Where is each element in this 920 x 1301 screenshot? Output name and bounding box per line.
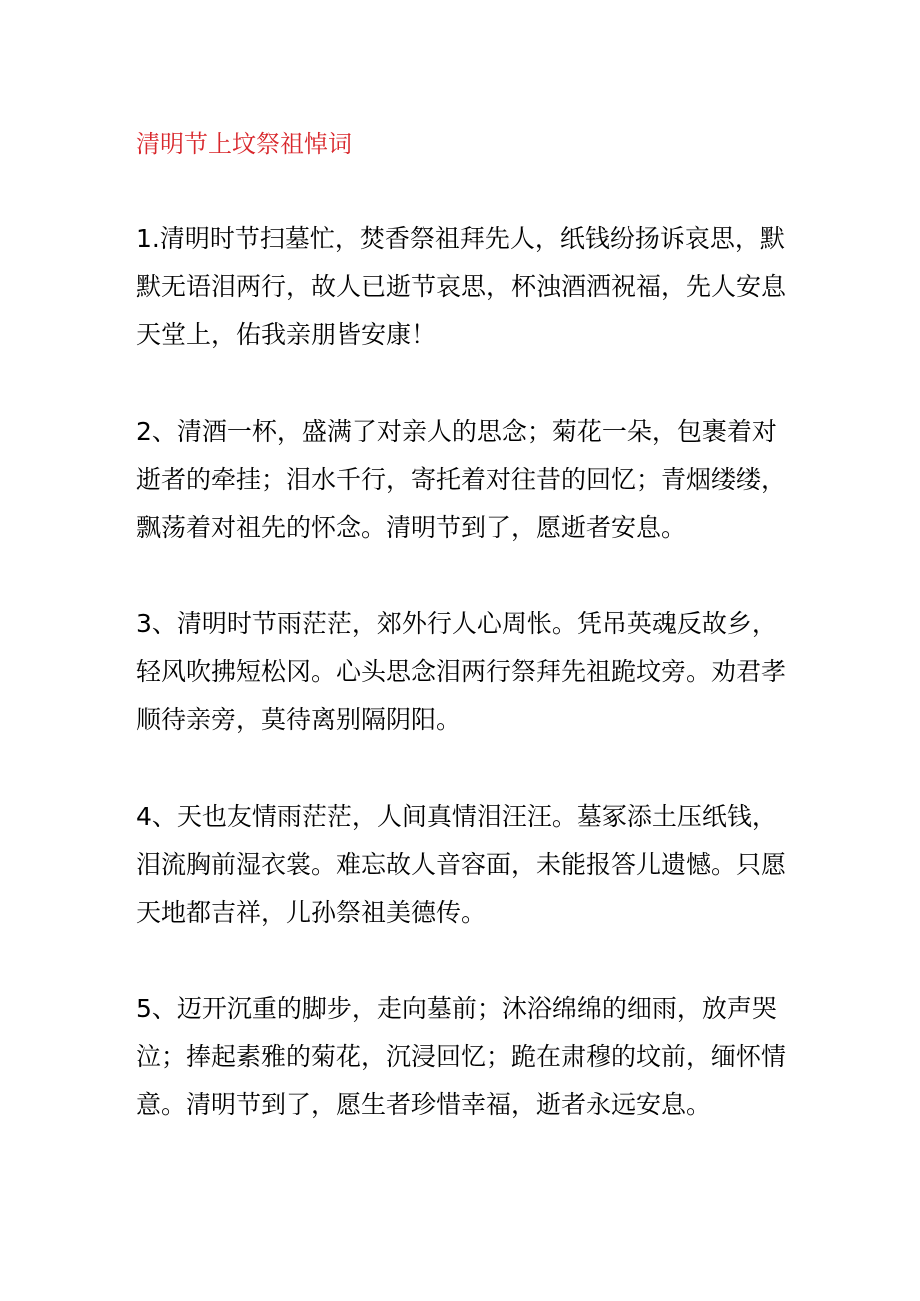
paragraph-line: 泣；捧起素雅的菊花，沉浸回忆；跪在肃穆的坟前，缅怀情 [136,1042,787,1071]
paragraph-line: 逝者的牵挂；泪水千行，寄托着对往昔的回忆；青烟缕缕， [136,465,787,494]
document-title: 清明节上坟祭祖悼词 [136,130,352,158]
paragraph-1 [136,215,796,359]
paragraph-line: 顺待亲旁，莫待离别隔阴阳。 [136,705,462,734]
paragraph-line: 默无语泪两行，故人已逝节哀思，杯浊酒洒祝福，先人安息 [136,272,787,301]
paragraph-line: 轻风吹拂短松冈。心头思念泪两行祭拜先祖跪坟旁。劝君孝 [136,657,787,686]
paragraph-line: 3、清明时节雨茫茫，郊外行人心周怅。凭吊英魂反故乡， [136,609,777,638]
paragraph-line: 泪流胸前湿衣裳。难忘故人音容面，未能报答儿遗憾。只愿 [136,850,787,879]
paragraph-5 [136,985,796,1129]
paragraph-line: 4、天也友情雨茫茫，人间真情泪汪汪。墓冢添土压纸钱， [136,802,777,831]
paragraph-2 [136,408,796,552]
paragraph-line: 2、清酒一杯，盛满了对亲人的思念；菊花一朵，包裹着对 [136,417,777,446]
paragraph-3 [136,600,796,744]
paragraph-line: 1.清明时节扫墓忙，焚香祭祖拜先人，纸钱纷扬诉哀思，默 [136,224,785,253]
paragraph-line: 意。清明节到了，愿生者珍惜幸福，逝者永远安息。 [136,1090,712,1119]
paragraph-line: 天地都吉祥，儿孙祭祖美德传。 [136,898,487,927]
paragraph-line: 5、迈开沉重的脚步，走向墓前；沐浴绵绵的细雨，放声哭 [136,994,777,1023]
paragraph-line: 天堂上，佑我亲朋皆安康！ [136,320,437,349]
paragraph-line: 飘荡着对祖先的怀念。清明节到了，愿逝者安息。 [136,513,687,542]
paragraph-4 [136,793,796,937]
